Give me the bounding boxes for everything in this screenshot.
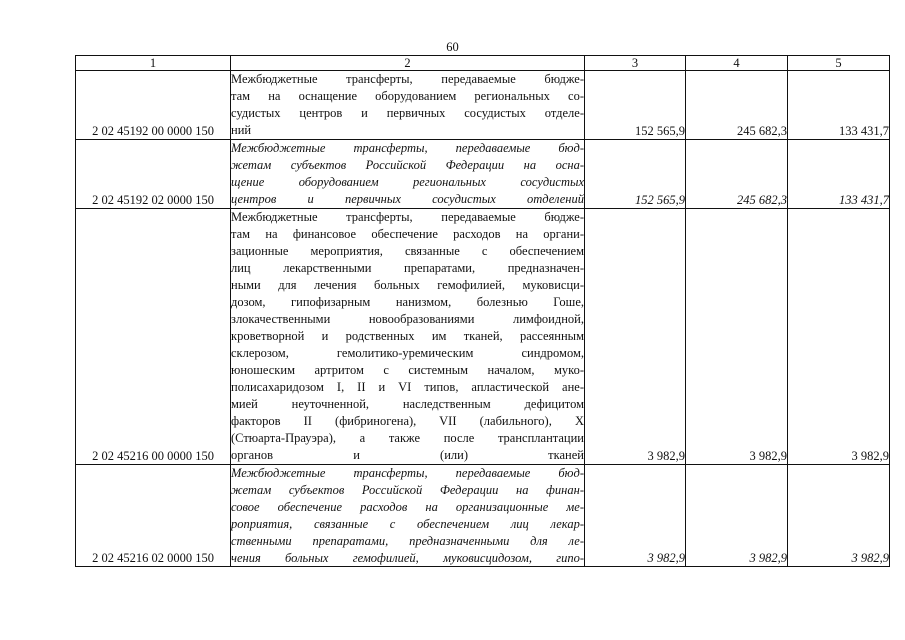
description-cell — [231, 209, 585, 465]
description-line: жетам субъектов Российской Федерации на осна- — [231, 158, 584, 172]
description-line: органов и (или) тканей — [231, 448, 584, 462]
description-line: судистых центров и первичных сосудистых отделе- — [231, 106, 584, 120]
amount-cell-col4: 3 982,9 — [686, 209, 788, 465]
description-line: Межбюджетные трансферты, передаваемые бюд- — [231, 141, 584, 155]
table-header-row — [76, 56, 890, 71]
description-line: полисахаридозом I, II и VI типов, апластической ане- — [231, 380, 584, 394]
amount-cell-col3: 152 565,9 — [585, 71, 686, 140]
description-line: склерозом, гемолитико-уремическим синдромом, — [231, 346, 584, 360]
budget-code-cell: 2 02 45216 02 0000 150 — [76, 465, 231, 567]
amount-cell-col5: 133 431,7 — [788, 140, 890, 209]
table-row — [76, 209, 890, 465]
description-line: роприятия, связанные с обеспечением лиц лекар- — [231, 517, 584, 531]
column-header-2: 2 — [231, 56, 585, 71]
description-line: лиц лекарственными препаратами, предназначен- — [231, 261, 584, 275]
description-line: зационные мероприятия, связанные с обеспечением — [231, 244, 584, 258]
description-cell — [231, 71, 585, 140]
description-cell — [231, 465, 585, 567]
budget-table — [75, 55, 890, 567]
table-row — [76, 71, 890, 140]
description-line: Межбюджетные трансферты, передаваемые бюдже- — [231, 72, 584, 86]
description-line: юношеским артритом с системным началом, муко- — [231, 363, 584, 377]
description-line: щение оборудованием региональных сосудистых — [231, 175, 584, 189]
amount-cell-col4: 245 682,3 — [686, 71, 788, 140]
amount-cell-col3: 152 565,9 — [585, 140, 686, 209]
amount-cell-col4: 245 682,3 — [686, 140, 788, 209]
column-header-3: 3 — [585, 56, 686, 71]
column-header-4: 4 — [686, 56, 788, 71]
description-line: жетам субъектов Российской Федерации на финан- — [231, 483, 584, 497]
budget-code-cell: 2 02 45216 00 0000 150 — [76, 209, 231, 465]
description-line: (Стюарта-Прауэра), а также после трансплантации — [231, 431, 584, 445]
description-line: факторов II (фибриногена), VII (лабильного), X — [231, 414, 584, 428]
description-line: ными для лечения больных гемофилией, муковисци- — [231, 278, 584, 292]
budget-code-cell: 2 02 45192 02 0000 150 — [76, 140, 231, 209]
amount-cell-col5: 3 982,9 — [788, 465, 890, 567]
description-line: дозом, гипофизарным нанизмом, болезнью Гоше, — [231, 295, 584, 309]
description-line: там на оснащение оборудованием региональных со- — [231, 89, 584, 103]
description-line: чения больных гемофилией, муковисцидозом, гипо- — [231, 551, 584, 565]
table-row — [76, 140, 890, 209]
description-line: там на финансовое обеспечение расходов на органи- — [231, 227, 584, 241]
amount-cell-col3: 3 982,9 — [585, 209, 686, 465]
table-row — [76, 465, 890, 567]
description-line: ственными препаратами, предназначенными для ле- — [231, 534, 584, 548]
description-line: кроветворной и родственных им тканей, рассеянным — [231, 329, 584, 343]
description-cell — [231, 140, 585, 209]
amount-cell-col4: 3 982,9 — [686, 465, 788, 567]
amount-cell-col5: 133 431,7 — [788, 71, 890, 140]
description-line: злокачественными новообразованиями лимфоидной, — [231, 312, 584, 326]
budget-code-cell: 2 02 45192 00 0000 150 — [76, 71, 231, 140]
description-line: Межбюджетные трансферты, передаваемые бюд- — [231, 466, 584, 480]
description-line: центров и первичных сосудистых отделений — [231, 192, 584, 206]
column-header-5: 5 — [788, 56, 890, 71]
amount-cell-col3: 3 982,9 — [585, 465, 686, 567]
amount-cell-col5: 3 982,9 — [788, 209, 890, 465]
description-line: мией неуточненной, наследственным дефицитом — [231, 397, 584, 411]
description-line: Межбюджетные трансферты, передаваемые бюдже- — [231, 210, 584, 224]
column-header-1: 1 — [76, 56, 231, 71]
description-line: совое обеспечение расходов на организационные ме- — [231, 500, 584, 514]
description-line: ний — [231, 123, 252, 137]
page-number: 60 — [446, 40, 459, 54]
